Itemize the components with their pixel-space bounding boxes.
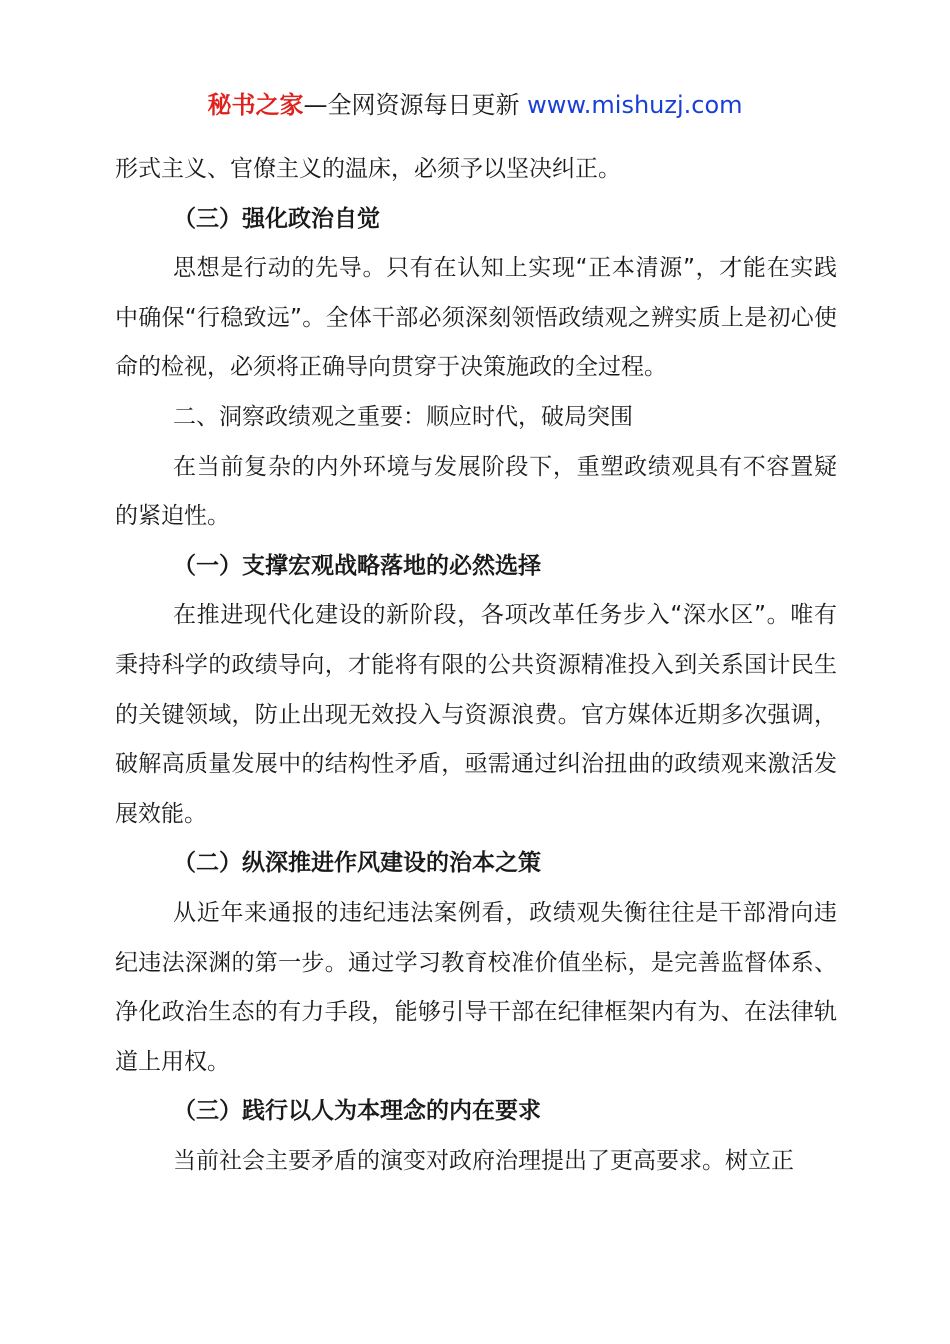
header-tagline: —全网资源每日更新 xyxy=(303,91,528,119)
paragraph: 思想是行动的先导。只有在认知上实现“正本清源”，才能在实践中确保“行稳致远”。全体干部必须深刻领悟政绩观之辨实质上是初心使命的检视，必须将正确导向贯穿于决策施政的全过程。 xyxy=(115,255,837,381)
chapter-heading: 二、洞察政绩观之重要：顺应时代，破局突围 xyxy=(173,403,633,430)
paragraph: 在推进现代化建设的新阶段，各项改革任务步入“深水区”。唯有秉持科学的政绩导向，才能将有限的公共资源精准投入到关系国计民生的关键领域，防止出现无效投入与资源浪费。官方媒体近期多次强调，破解高质量发展中的结构性矛盾，亟需通过纠治扭曲的政绩观来激活发展效能。 xyxy=(115,602,837,827)
document-body xyxy=(115,145,837,1186)
paragraph-continuation: 形式主义、官僚主义的温床，必须予以坚决纠正。 xyxy=(115,156,621,182)
page-header xyxy=(0,88,950,122)
section-heading: （三）强化政治自觉 xyxy=(173,205,380,232)
section-heading: （一）支撑宏观战略落地的必然选择 xyxy=(173,552,541,579)
paragraph: 在当前复杂的内外环境与发展阶段下，重塑政绩观具有不容置疑的紧迫性。 xyxy=(115,453,837,530)
paragraph: 从近年来通报的违纪违法案例看，政绩观失衡往往是干部滑向违纪违法深渊的第一步。通过学习教育校准价值坐标，是完善监督体系、净化政治生态的有力手段，能够引导干部在纪律框架内有为、在法律轨道上用权。 xyxy=(115,899,837,1075)
header-brand: 秘书之家 xyxy=(207,91,304,119)
paragraph: 当前社会主要矛盾的演变对政府治理提出了更高要求。树立正 xyxy=(173,1147,794,1174)
section-heading: （三）践行以人为本理念的内在要求 xyxy=(173,1098,541,1125)
section-heading: （二）纵深推进作风建设的治本之策 xyxy=(173,850,541,877)
header-url-link[interactable]: www.mishuzj.com xyxy=(527,91,743,119)
